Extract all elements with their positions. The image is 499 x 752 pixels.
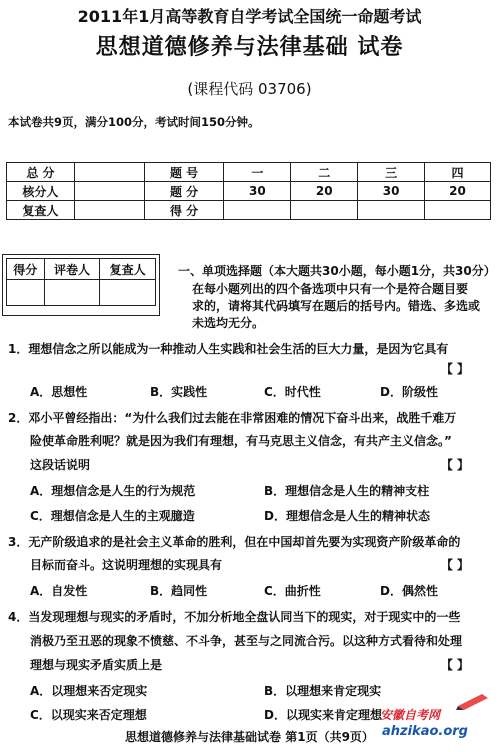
option-d: D．偶然性: [380, 584, 438, 598]
question-4-stem-cont: 理想与现实矛盾实质上是: [30, 658, 163, 672]
option-d: D．阶级性: [380, 385, 438, 399]
table-cell: [74, 201, 144, 220]
table-cell: 复查人: [7, 201, 75, 220]
table-cell: 二: [291, 163, 358, 182]
question-2-stem: 2．邓小平曾经指出：“为什么我们过去能在非常困难的情况下奋斗出来，战胜千难万: [8, 411, 457, 425]
exam-title: 思想道德修养与法律基础 试卷: [95, 35, 404, 60]
exam-info: 本试卷共9页，满分100分，考试时间150分钟。: [8, 115, 260, 129]
table-cell: 20: [291, 182, 358, 201]
table-cell: 核分人: [7, 182, 75, 201]
table-cell: 题 号: [144, 163, 224, 182]
table-cell: 得分: [7, 259, 45, 280]
table-cell: 30: [358, 182, 425, 201]
table-cell: [224, 201, 291, 220]
option-c: C．以现实来否定理想: [30, 708, 147, 722]
table-cell: [291, 201, 358, 220]
question-3-stem: 3．无产阶级追求的是社会主义革命的胜利，但在中国却首先要为实现资产阶级革命的: [8, 535, 461, 549]
table-cell: 评卷人: [44, 259, 100, 280]
table-cell: 一: [224, 163, 291, 182]
answer-bracket: 【 】: [440, 658, 469, 672]
score-table-row: [7, 201, 491, 220]
option-a: A．自发性: [30, 584, 88, 598]
table-cell: [358, 201, 425, 220]
option-a: A．以理想来否定现实: [30, 684, 148, 698]
section-title: 一、单项选择题（本大题共30小题，每小题1分，共30分）: [178, 264, 496, 278]
table-cell: [7, 280, 45, 306]
answer-bracket: 【 】: [440, 458, 469, 472]
option-b: B．理想信念是人生的精神支柱: [264, 484, 430, 498]
score-table-row: [7, 163, 491, 182]
table-cell: [100, 280, 156, 306]
table-cell: 总 分: [7, 163, 75, 182]
score-table-row: [7, 182, 491, 201]
option-a: A．理想信念是人生的行为规范: [30, 484, 196, 498]
option-b: B．趋同性: [150, 584, 208, 598]
option-d: D．以现实来肯定理想: [264, 708, 382, 722]
question-4-stem: 4．当发现理想与现实的矛盾时，不加分析地全盘认同当下的现实，对于现实中的一些: [8, 610, 461, 624]
course-code: (课程代码 03706): [187, 80, 312, 98]
table-cell: 复查人: [100, 259, 156, 280]
page-footer: 思想道德修养与法律基础试卷 第1页（共9页）: [125, 730, 374, 744]
option-b: B．实践性: [150, 385, 208, 399]
table-cell: [425, 201, 491, 220]
table-cell: [74, 163, 144, 182]
answer-bracket: 【 】: [440, 362, 469, 376]
table-cell: [74, 182, 144, 201]
option-c: C．理想信念是人生的主观臆造: [30, 509, 195, 523]
table-cell: [44, 280, 100, 306]
answer-bracket: 【 】: [440, 558, 469, 572]
question-2-stem-cont: 险使革命胜利呢？就是因为我们有理想，有马克思主义信念，有共产主义信念。”: [30, 434, 452, 448]
watermark-url: ahzikao.org: [382, 724, 468, 739]
exam-title-line1: 2011年1月高等教育自学考试全国统一命题考试: [77, 7, 422, 26]
question-2-stem-cont: 这段话说明: [30, 458, 91, 472]
section-instruction: 未选均无分。: [192, 316, 265, 330]
option-c: C．时代性: [264, 385, 321, 399]
grader-empty-row: [7, 280, 156, 306]
pencil-icon: [456, 690, 492, 710]
option-c: C．曲折性: [264, 584, 321, 598]
option-a: A．思想性: [30, 385, 88, 399]
grader-header-row: [7, 259, 156, 280]
section-instruction: 在每小题列出的四个备选项中只有一个是符合题目要: [192, 282, 469, 296]
option-d: D．理想信念是人生的精神状态: [264, 509, 430, 523]
question-1-stem: 1．理想信念之所以能成为一种推动人生实践和社会生活的巨大力量，是因为它具有: [8, 342, 449, 356]
question-4-stem-cont: 消极乃至丑恶的现象不愤慈、不斗争，甚至与之同流合污。以这种方式看待和处理: [30, 634, 463, 648]
watermark-cn: 安徽自考网: [380, 708, 441, 722]
table-cell: 30: [224, 182, 291, 201]
grader-table: [6, 258, 156, 306]
table-cell: 20: [425, 182, 491, 201]
table-cell: 题 分: [144, 182, 224, 201]
section-instruction: 求的，请将其代码填写在题后的括号内。错选、多选或: [192, 299, 481, 313]
table-cell: 四: [425, 163, 491, 182]
table-cell: 得 分: [144, 201, 224, 220]
question-3-stem-cont: 目标而奋斗。这说明理想的实现具有: [30, 558, 223, 572]
option-b: B．以理想来肯定现实: [264, 684, 382, 698]
score-table: [6, 162, 491, 220]
table-cell: 三: [358, 163, 425, 182]
